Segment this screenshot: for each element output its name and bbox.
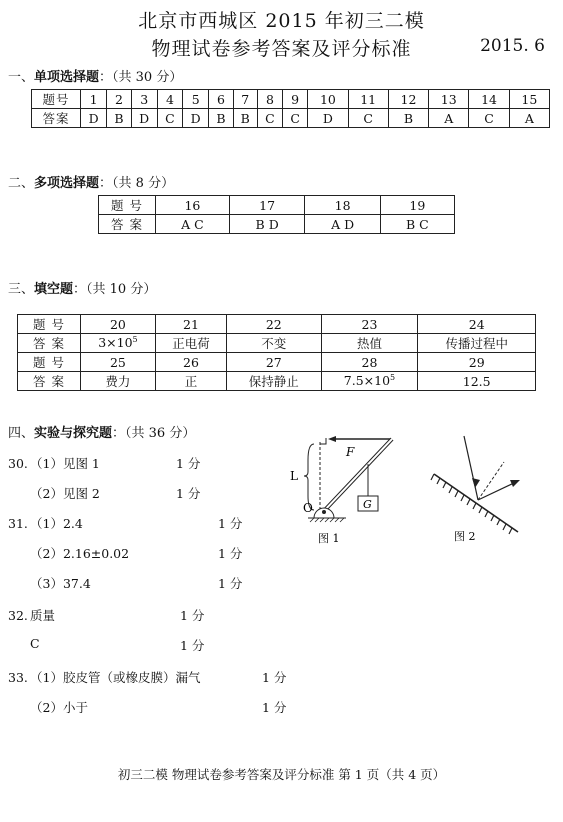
question-number-cell: 1	[81, 90, 107, 109]
score: 1 分	[218, 576, 243, 591]
question-number-cell: 16	[156, 196, 230, 215]
doc-title: 北京市西城区 2015 年初三二模	[138, 10, 425, 32]
answer-line	[8, 514, 83, 532]
score: 1 分	[218, 516, 243, 531]
question-number-cell: 23	[321, 315, 418, 334]
score: 1 分	[180, 638, 205, 653]
answer-text: 12.5	[462, 373, 491, 389]
answer-text: （2）小于	[30, 700, 88, 715]
question-number-cell: 12	[388, 90, 428, 109]
answer-cell: B	[388, 109, 428, 128]
answer-cell: D	[183, 109, 209, 128]
answer-text: 3×10	[98, 335, 133, 351]
question-number-cell: 14	[469, 90, 509, 109]
row-label-number: 题号	[32, 90, 81, 109]
question-number-cell: 6	[209, 90, 233, 109]
answer-text: （2）2.16±0.02	[30, 546, 130, 561]
answer-text: 7.5×10	[343, 373, 391, 389]
answer-cell: D	[308, 109, 348, 128]
label-G: G	[363, 498, 372, 511]
section3-table	[17, 314, 536, 391]
answer-cell	[418, 372, 536, 391]
answer-cell: A C	[156, 215, 230, 234]
score: 1 分	[180, 608, 205, 623]
section2-heading: 二、多项选择题：（共 8 分）	[8, 176, 175, 191]
question-number: 33.	[8, 670, 28, 685]
doc-date: 2015. 6	[480, 36, 545, 56]
answer-line	[8, 574, 91, 592]
row-label-answer: 答 案	[18, 372, 81, 391]
answer-cell	[81, 334, 156, 353]
answer-cell	[155, 334, 226, 353]
question-number-cell: 22	[227, 315, 321, 334]
score: 1 分	[176, 486, 201, 501]
answer-text: 质量	[30, 608, 56, 623]
answer-cell	[81, 372, 156, 391]
label-F: F	[346, 445, 355, 459]
row-label-answer: 答 案	[99, 215, 156, 234]
answer-text: （1）胶皮管（或橡皮膜）漏气	[30, 670, 201, 685]
answer-cell	[227, 372, 321, 391]
question-number-cell: 18	[305, 196, 380, 215]
section1-heading: 一、单项选择题：（共 30 分）	[8, 70, 183, 85]
question-number-cell: 9	[283, 90, 308, 109]
question-number-cell: 2	[107, 90, 131, 109]
answer-cell: A	[429, 109, 469, 128]
section2-table	[98, 195, 455, 234]
question-number: 30.	[8, 456, 28, 471]
answer-cell: A D	[305, 215, 380, 234]
answer-cell: C	[469, 109, 509, 128]
doc-subtitle: 物理试卷参考答案及评分标准	[151, 38, 412, 60]
answer-cell: C	[283, 109, 308, 128]
exponent: 5	[132, 335, 138, 345]
answer-line	[8, 484, 100, 502]
answer-line	[8, 698, 88, 716]
section1-table	[31, 89, 550, 128]
question-number-cell: 3	[131, 90, 157, 109]
answer-text: （1）见图 1	[30, 456, 100, 471]
answer-cell: D	[131, 109, 157, 128]
answer-line	[8, 636, 40, 651]
question-number-cell: 25	[81, 353, 156, 372]
question-number-cell: 13	[429, 90, 469, 109]
answer-line	[8, 454, 100, 472]
question-number-cell: 21	[155, 315, 226, 334]
answer-cell: B D	[229, 215, 305, 234]
question-number-cell: 27	[227, 353, 321, 372]
label-L: L	[290, 469, 298, 483]
figure-1-caption: 图 1	[318, 532, 340, 545]
question-number-cell: 8	[257, 90, 282, 109]
section4-heading: 四、实验与探究题：（共 36 分）	[8, 426, 196, 441]
answer-text: （2）见图 2	[30, 486, 100, 501]
score: 1 分	[262, 670, 287, 685]
question-number: 31.	[8, 516, 28, 531]
answer-cell: C	[257, 109, 282, 128]
row-label-answer: 答案	[32, 109, 81, 128]
figure-2-caption: 图 2	[454, 530, 476, 543]
figure-1-lever-diagram	[278, 430, 418, 550]
page-footer: 初三二模 物理试卷参考答案及评分标准 第 1 页（共 4 页）	[117, 767, 446, 782]
answer-cell: B	[209, 109, 233, 128]
answer-text: C	[30, 636, 40, 651]
score: 1 分	[262, 700, 287, 715]
row-label-number: 题 号	[18, 315, 81, 334]
question-number-cell: 26	[155, 353, 226, 372]
answer-cell	[418, 334, 536, 353]
answer-cell	[155, 372, 226, 391]
answer-cell	[227, 334, 321, 353]
answer-text: 不变	[261, 336, 287, 351]
question-number-cell: 7	[233, 90, 257, 109]
figure-2-reflection-diagram	[428, 430, 528, 545]
answer-text: 传播过程中	[445, 336, 508, 351]
answer-cell: D	[81, 109, 107, 128]
row-label-number: 题 号	[18, 353, 81, 372]
answer-text: 正电荷	[172, 336, 210, 351]
answer-line	[8, 544, 129, 562]
answer-cell: B	[107, 109, 131, 128]
question-number-cell: 28	[321, 353, 418, 372]
exponent: 5	[390, 373, 396, 383]
row-label-number: 题 号	[99, 196, 156, 215]
score: 1 分	[218, 546, 243, 561]
question-number: 32.	[8, 608, 28, 623]
question-number-cell: 5	[183, 90, 209, 109]
answer-text: 正	[184, 374, 198, 389]
answer-cell: B	[233, 109, 257, 128]
question-number-cell: 20	[81, 315, 156, 334]
answer-cell: C	[348, 109, 388, 128]
answer-cell: C	[157, 109, 182, 128]
row-label-answer: 答 案	[18, 334, 81, 353]
section3-heading: 三、填空题：（共 10 分）	[8, 282, 157, 297]
question-number-cell: 17	[229, 196, 305, 215]
answer-line	[8, 606, 55, 624]
answer-cell: A	[509, 109, 549, 128]
answer-cell: B C	[380, 215, 454, 234]
answer-text: 费力	[105, 374, 131, 389]
answer-line	[8, 668, 200, 686]
question-number-cell: 29	[418, 353, 536, 372]
question-number-cell: 4	[157, 90, 182, 109]
question-number-cell: 10	[308, 90, 348, 109]
answer-text: （1）2.4	[30, 516, 83, 531]
question-number-cell: 11	[348, 90, 388, 109]
label-O: O	[303, 501, 313, 515]
answer-text: 热值	[356, 336, 382, 351]
question-number-cell: 24	[418, 315, 536, 334]
question-number-cell: 19	[380, 196, 454, 215]
score: 1 分	[176, 456, 201, 471]
answer-text: （3）37.4	[30, 576, 91, 591]
answer-cell	[321, 334, 418, 353]
answer-text: 保持静止	[248, 374, 299, 389]
question-number-cell: 15	[509, 90, 549, 109]
answer-cell	[321, 372, 418, 391]
